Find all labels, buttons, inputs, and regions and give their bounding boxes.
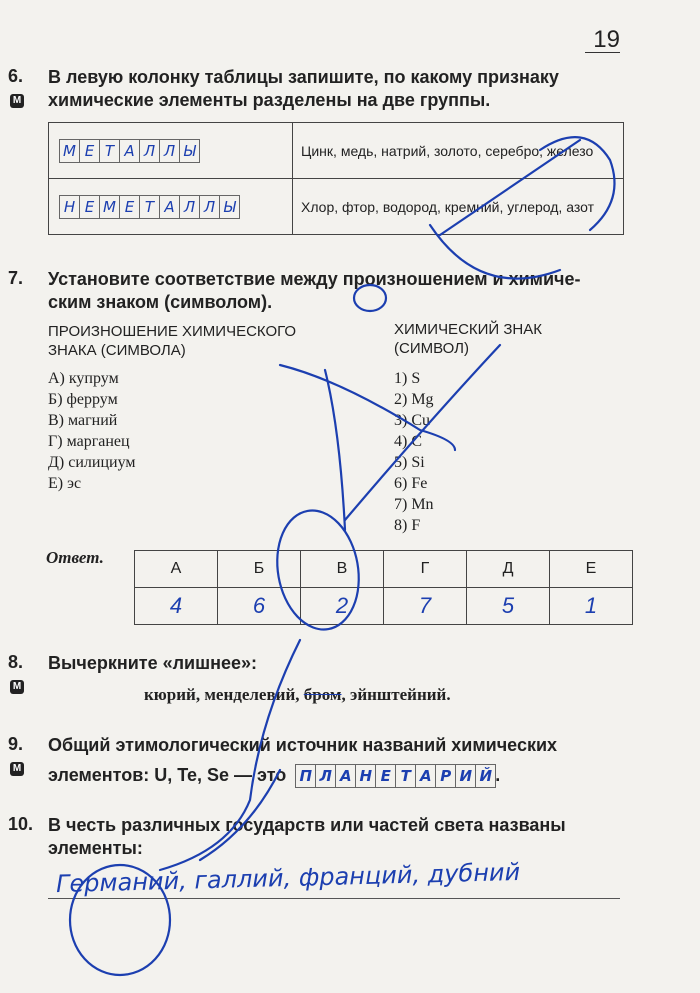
question-7-number: 7.	[8, 268, 24, 288]
list-item: В) магний	[48, 412, 118, 429]
answer-cell[interactable]: 1	[550, 588, 633, 625]
list-item: Д) силициум	[48, 454, 136, 471]
elements-cell: Цинк, медь, натрий, золото, серебро, железо	[293, 123, 624, 179]
handwritten-answer[interactable]: Германий, галлий, франций, дубний	[55, 857, 521, 899]
pronunciation-list	[48, 368, 136, 494]
answer-header: А	[135, 551, 218, 588]
question-8-text: Вычеркните «лишнее»:	[48, 653, 258, 673]
question-7-text: Установите соответствие между произношением и химиче- ским знаком (символом).	[48, 269, 581, 312]
pronunciation-heading: ПРОИЗНОШЕНИЕ ХИМИЧЕСКОГО ЗНАКА (СИМВОЛА)	[48, 323, 297, 359]
answer-cell[interactable]: 5	[467, 588, 550, 625]
question-6-text: В левую колонку таблицы запишите, по какому признаку химические элементы разделены на две группы.	[48, 67, 559, 110]
list-item: 4) C	[394, 433, 422, 450]
table-row	[135, 588, 633, 625]
answer-table	[134, 550, 633, 625]
answer-cell[interactable]: 4	[135, 588, 218, 625]
table-row	[49, 123, 624, 179]
answer-header: Д	[467, 551, 550, 588]
list-item: Г) марганец	[48, 433, 130, 450]
answer-cell[interactable]: 7	[384, 588, 467, 625]
question-10-number: 10.	[8, 814, 34, 834]
elements-cell: Хлор, фтор, водород, кремний, углерод, азот	[293, 179, 624, 235]
m-badge-icon: М	[10, 94, 24, 108]
word-list: кюрий, менделевий, бром, эйнштейний.	[144, 685, 451, 704]
answer-boxes: Н Е М Е Т А Л Л Ы	[59, 195, 239, 219]
question-6-number: 6.	[8, 66, 24, 86]
answer-cell[interactable]	[49, 179, 293, 235]
answer-header: Г	[384, 551, 467, 588]
question-9-number: 9.	[8, 734, 24, 754]
question-9-text: Общий этимологический источник названий химических	[48, 735, 558, 755]
question-10-text: В честь различных государств или частей света названы элементы:	[48, 815, 566, 858]
answer-cell[interactable]: 6	[218, 588, 301, 625]
answer-boxes: М Е Т А Л Л Ы	[59, 139, 199, 163]
list-item: Е) эс	[48, 475, 82, 492]
m-badge-icon: М	[10, 762, 24, 776]
answer-boxes[interactable]: П Л А Н Е Т А Р И Й	[295, 764, 495, 788]
answer-label: Ответ.	[46, 548, 104, 567]
question-8-number: 8.	[8, 652, 24, 672]
list-item: 8) F	[394, 517, 421, 534]
answer-header: Б	[218, 551, 301, 588]
question-6-table	[48, 122, 624, 235]
answer-line	[48, 898, 620, 899]
page-number: 19	[593, 26, 620, 53]
list-item: 3) Cu	[394, 412, 430, 429]
table-row	[49, 179, 624, 235]
answer-header: Е	[550, 551, 633, 588]
list-item: 1) S	[394, 370, 421, 387]
table-row	[135, 551, 633, 588]
crossed-word[interactable]: бром	[303, 685, 342, 704]
list-item: 7) Mn	[394, 496, 434, 513]
symbol-list	[394, 368, 434, 536]
question-9-text-line2: элементов: U, Te, Se — это П Л А Н Е Т А Р И Й .	[48, 764, 500, 788]
answer-cell[interactable]	[49, 123, 293, 179]
list-item: Б) феррум	[48, 391, 118, 408]
list-item: 6) Fe	[394, 475, 428, 492]
m-badge-icon: М	[10, 680, 24, 694]
list-item: 2) Mg	[394, 391, 434, 408]
answer-cell[interactable]: 2	[301, 588, 384, 625]
page-number-rule	[585, 52, 620, 53]
symbol-heading: ХИМИЧЕСКИЙ ЗНАК (СИМВОЛ)	[394, 321, 543, 357]
list-item: А) купрум	[48, 370, 119, 387]
answer-header: В	[301, 551, 384, 588]
ink-stroke	[325, 370, 345, 530]
list-item: 5) Si	[394, 454, 425, 471]
